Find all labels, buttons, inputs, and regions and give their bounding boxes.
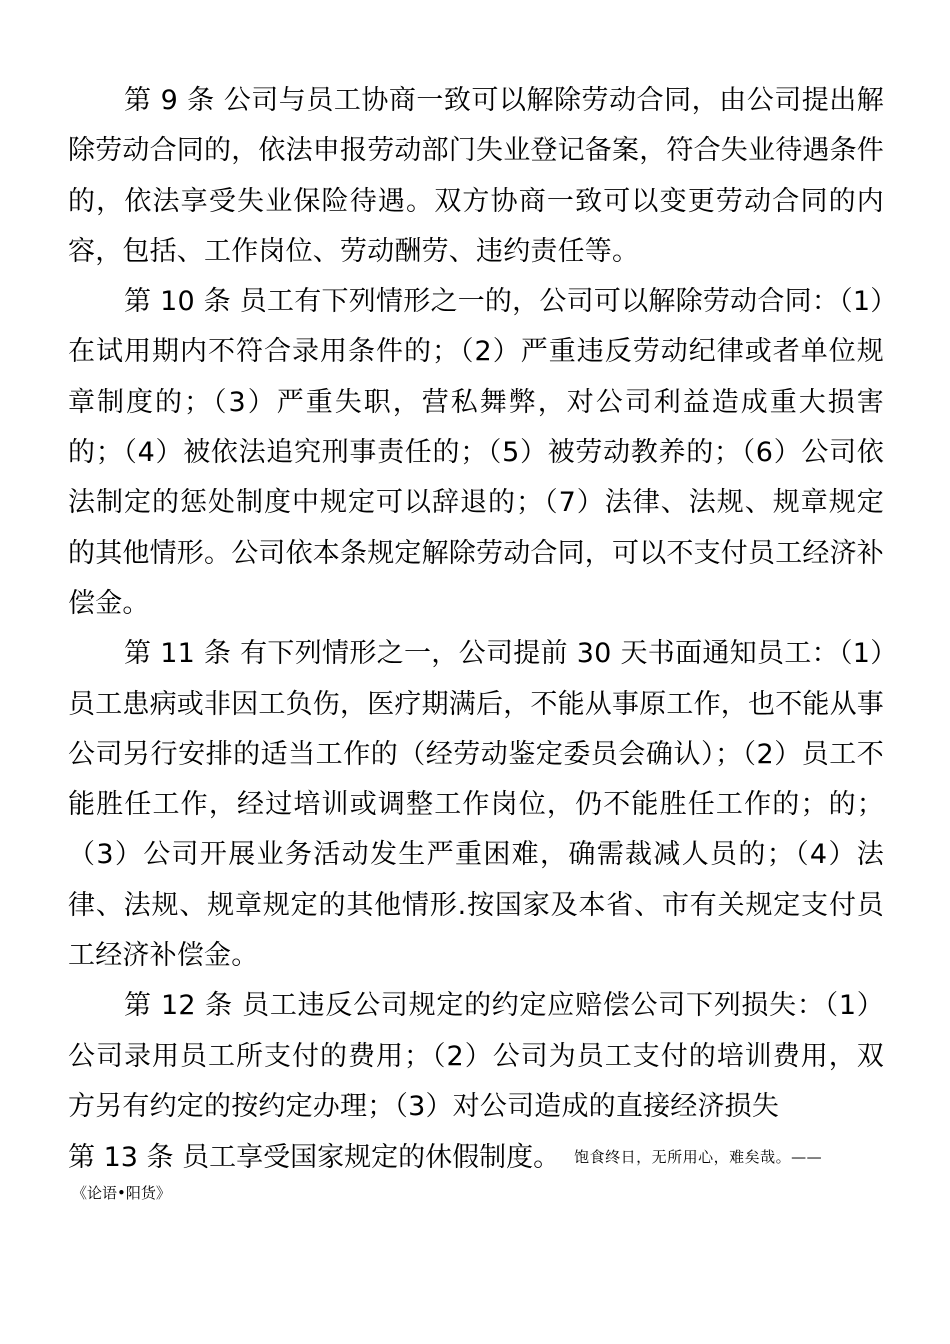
article-13-line xyxy=(68,1132,884,1183)
document-body xyxy=(68,76,884,1203)
article-13: 第 13 条 员工享受国家规定的休假制度。 xyxy=(68,1142,561,1174)
article-9: 第 9 条 公司与员工协商一致可以解除劳动合同，由公司提出解除劳动合同的，依法申报劳动部门失业登记备案，符合失业待遇条件的，依法享受失业保险待遇。双方协商一致可以变更劳动合同的内容，包括、工作岗位、劳动酬劳、违约责任等。 xyxy=(68,85,884,267)
article-12: 第 12 条 员工违反公司规定的约定应赔偿公司下列损失：（1）公司录用员工所支付的费用；（2）公司为员工支付的培训费用，双方另有约定的按约定办理；（3）对公司造成的直接经济损失 xyxy=(68,990,884,1122)
article-11: 第 11 条 有下列情形之一，公司提前 30 天书面通知员工：（1）员工患病或非因工负伤，医疗期满后，不能从事原工作，也不能从事公司另行安排的适当工作的（经劳动鉴定委员会确认）；（2）员工不能胜任工作，经过培训或调整工作岗位，仍不能胜任工作的；的；（3）公司开展业务活动发生严重困难，确需裁减人员的；（4）法律、法规、规章规定的其他情形.按国家及本省、市有关规定支付员工经济补偿金。 xyxy=(68,638,884,972)
quote-text: 饱食终日，无所用心，难矣哉。—— xyxy=(574,1148,823,1167)
article-10: 第 10 条 员工有下列情形之一的，公司可以解除劳动合同：（1）在试用期内不符合录用条件的；（2）严重违反劳动纪律或者单位规章制度的；（3）严重失职，营私舞弊，对公司利益造成重大损害的；（4）被依法追究刑事责任的；（5）被劳动教养的；（6）公司依法制定的惩处制度中规定可以辞退的；（7）法律、法规、规章规定的其他情形。公司依本条规定解除劳动合同，可以不支付员工经济补偿金。 xyxy=(68,286,884,619)
quote-source: 《论语•阳货》 xyxy=(72,1184,171,1203)
